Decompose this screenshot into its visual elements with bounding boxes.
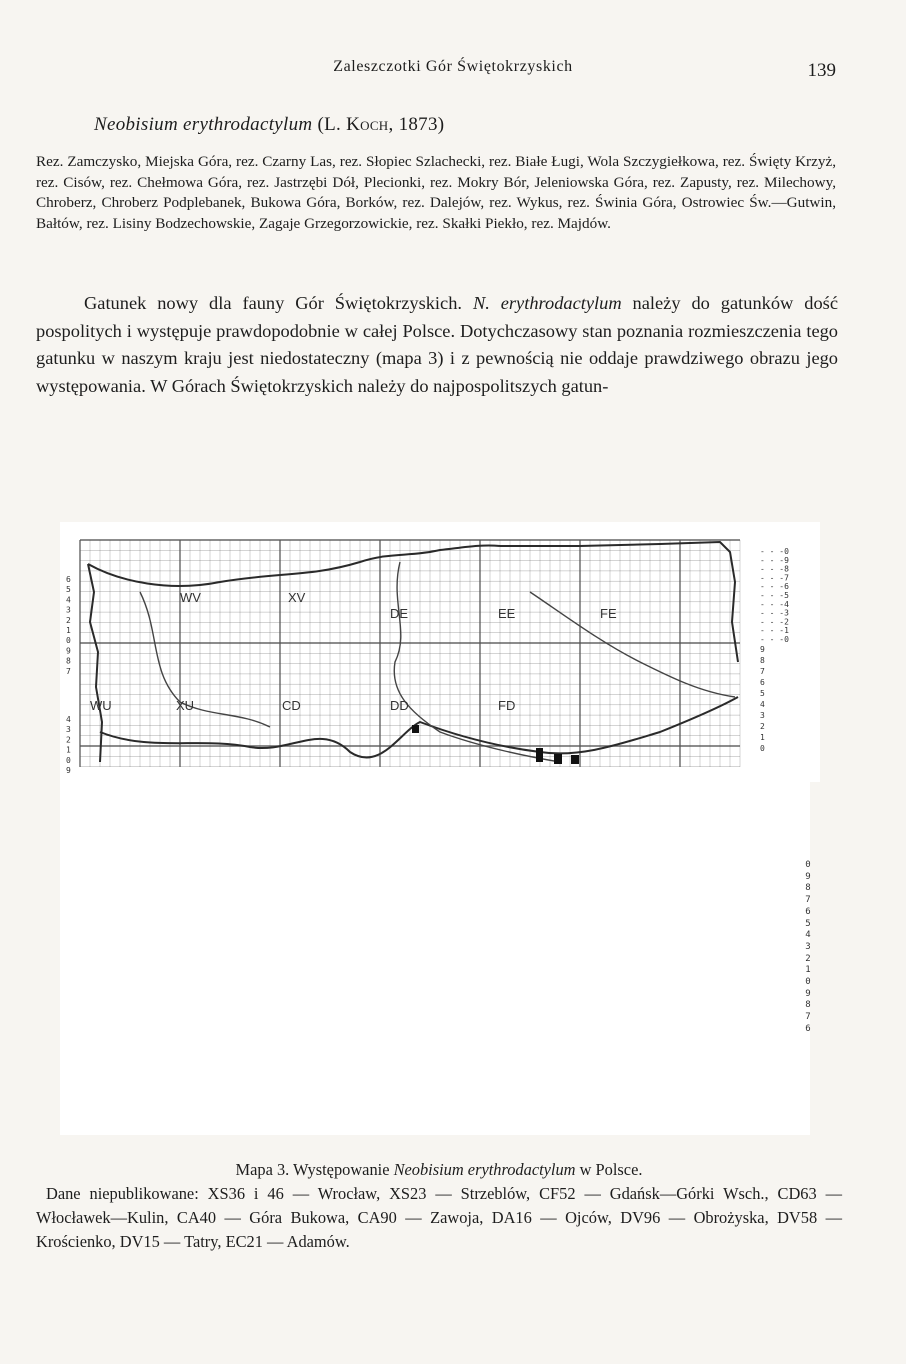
left-scale-tick: 3 [66, 725, 71, 735]
caption-title-prefix: Mapa 3. Występowanie [235, 1160, 394, 1179]
map-square-label: DD [390, 698, 409, 713]
left-scale-tick: 6 [66, 575, 71, 584]
right-scale-tick: 1 [760, 733, 765, 742]
species-author-open: (L. [317, 114, 347, 135]
left-scale-tick: 8 [66, 656, 71, 666]
record-square [412, 725, 419, 733]
map-left-scale [66, 575, 71, 775]
right-scale-tick: - - -5 [760, 591, 789, 600]
map-square-label: WU [90, 698, 112, 713]
right-scale-tick: - - -4 [760, 599, 789, 609]
caption-title-species: Neobisium erythrodactylum [393, 1160, 576, 1179]
right-scale-tick: 6 [760, 678, 765, 687]
right-scale-tick: 9 [760, 645, 765, 654]
right-scale-tick: - - -1 [760, 626, 789, 636]
left-scale-tick: 7 [66, 666, 71, 676]
lower-scale-tick: 9 [805, 988, 811, 999]
lower-scale-tick: 2 [805, 953, 811, 964]
body-species-abbrev: N. erythrodactylum [472, 293, 622, 313]
caption-title [36, 1158, 842, 1182]
lower-scale-tick: 8 [805, 883, 811, 894]
right-scale-tick: - - -2 [760, 617, 789, 627]
left-scale-tick: 2 [66, 735, 71, 745]
right-scale-tick: 7 [760, 667, 765, 676]
lower-scale-tick: 0 [805, 977, 811, 988]
left-scale-tick: 4 [66, 595, 71, 605]
left-scale-tick: 1 [66, 626, 71, 635]
left-scale-tick: 1 [66, 745, 71, 755]
map-square-label: FD [498, 698, 516, 713]
left-scale-tick: 0 [66, 755, 71, 765]
right-scale-tick: - - -7 [760, 573, 789, 583]
lower-scale-tick: 1 [805, 965, 811, 976]
right-scale-tick: - - -6 [760, 582, 789, 592]
right-scale-tick: 5 [760, 689, 765, 698]
lower-scale-tick: 4 [805, 930, 811, 941]
left-scale-tick: 9 [66, 646, 71, 656]
map-lower-scale [800, 860, 816, 1036]
right-scale-tick: 0 [760, 744, 765, 753]
record-square [571, 755, 579, 764]
body-text-before: Gatunek nowy dla fauny Gór Świętokrzyskich. [84, 293, 473, 313]
caption-title-suffix: w Polsce. [575, 1160, 643, 1179]
lower-scale-tick: 0 [805, 860, 811, 870]
lower-scale-tick: 6 [805, 906, 811, 917]
right-scale-tick: 8 [760, 656, 765, 665]
map-square-label: WV [180, 590, 201, 605]
caption-note: Dane niepublikowane: XS36 i 46 — Wrocław, XS23 — Strzeblów, CF52 — Gdańsk—Górki Wsch., CD63 — Włocławek—Kulin, CA40 — Góra Bukowa, CA90 — Zawoja, DA16 — Ojców, DV96 — Obrożyska, DV58 — Krościenko, DV15 — Tatry, EC21 — Adamów. [36, 1184, 842, 1251]
left-scale-tick: 2 [66, 615, 71, 625]
left-scale-tick: 4 [66, 715, 71, 724]
right-scale-tick: 4 [760, 700, 765, 709]
left-scale-tick: 5 [66, 585, 71, 595]
distribution-map [60, 522, 820, 782]
map-caption [36, 1158, 842, 1254]
body-text-after: należy do gatunków dość pospolitych i występuje prawdopodobnie w całej Polsce. Dotychczasowy stan poznania rozmieszczenia tego gatunku w naszym kraju jest niedostateczny (mapa 3) i z pewnością nie oddaje prawdziwego obrazu jego występowania. W Górach Świętokrzyskich należy do najpospolitszych gatun- [36, 293, 838, 396]
right-scale-tick: 2 [760, 722, 765, 731]
map-square-label: DE [390, 606, 409, 621]
lower-scale-tick: 5 [805, 918, 811, 929]
running-title: Zaleszczotki Gór Świętokrzyskich [333, 58, 573, 75]
map-square-label: EE [498, 606, 516, 621]
map-square-label: FE [600, 606, 617, 621]
lower-scale-tick: 6 [805, 1023, 811, 1034]
right-scale-tick: - - -9 [760, 555, 789, 565]
right-scale-tick: 3 [760, 711, 765, 720]
species-author-name: Koch [346, 114, 389, 135]
record-square [536, 748, 543, 762]
right-scale-tick: - - -0 [760, 635, 789, 644]
lower-scale-tick: 3 [805, 941, 811, 952]
lower-scale-tick: 7 [805, 1012, 811, 1023]
right-scale-tick: - - -3 [760, 608, 789, 618]
lower-scale-tick: 9 [805, 871, 811, 882]
species-author-year: , 1873) [388, 114, 445, 135]
body-paragraph [36, 290, 838, 400]
right-scale-tick: - - -0 [760, 547, 789, 556]
left-scale-tick: 0 [66, 636, 71, 646]
locality-list: Rez. Zamczysko, Miejska Góra, rez. Czarny Las, rez. Słopiec Szlachecki, rez. Białe Ługi, Wola Szczygiełkowa, rez. Święty Krzyż, rez. Cisów, rez. Chełmowa Góra, rez. Jastrzębi Dół, Plecionki, rez. Mokry Bór, Jeleniowska Góra, rez. Zapusty, rez. Milechowy, Chroberz, Chroberz Podplebanek, Bukowa Góra, Borków, rez. Dalejów, rez. Wykus, rez. Świnia Góra, Ostrowiec Św.—Gutwin, Bałtów, rez. Lisiny Bodzechowskie, Zagaje Grzegorzowickie, rez. Skałki Piekło, rez. Majdów. [36, 153, 836, 232]
right-scale-tick: - - -8 [760, 564, 789, 574]
lower-scale-tick: 8 [805, 1000, 811, 1011]
species-name: Neobisium erythrodactylum [94, 114, 313, 135]
map-square-label: XV [288, 590, 306, 605]
species-heading [94, 114, 444, 136]
map-square-label: XU [176, 698, 195, 713]
record-square [554, 754, 562, 764]
map-square-label: CD [282, 698, 301, 713]
page-number: 139 [807, 60, 836, 81]
map-blank-area [60, 775, 810, 1135]
left-scale-tick: 9 [66, 766, 71, 775]
left-scale-tick: 3 [66, 605, 71, 615]
lower-scale-tick: 7 [805, 895, 811, 906]
